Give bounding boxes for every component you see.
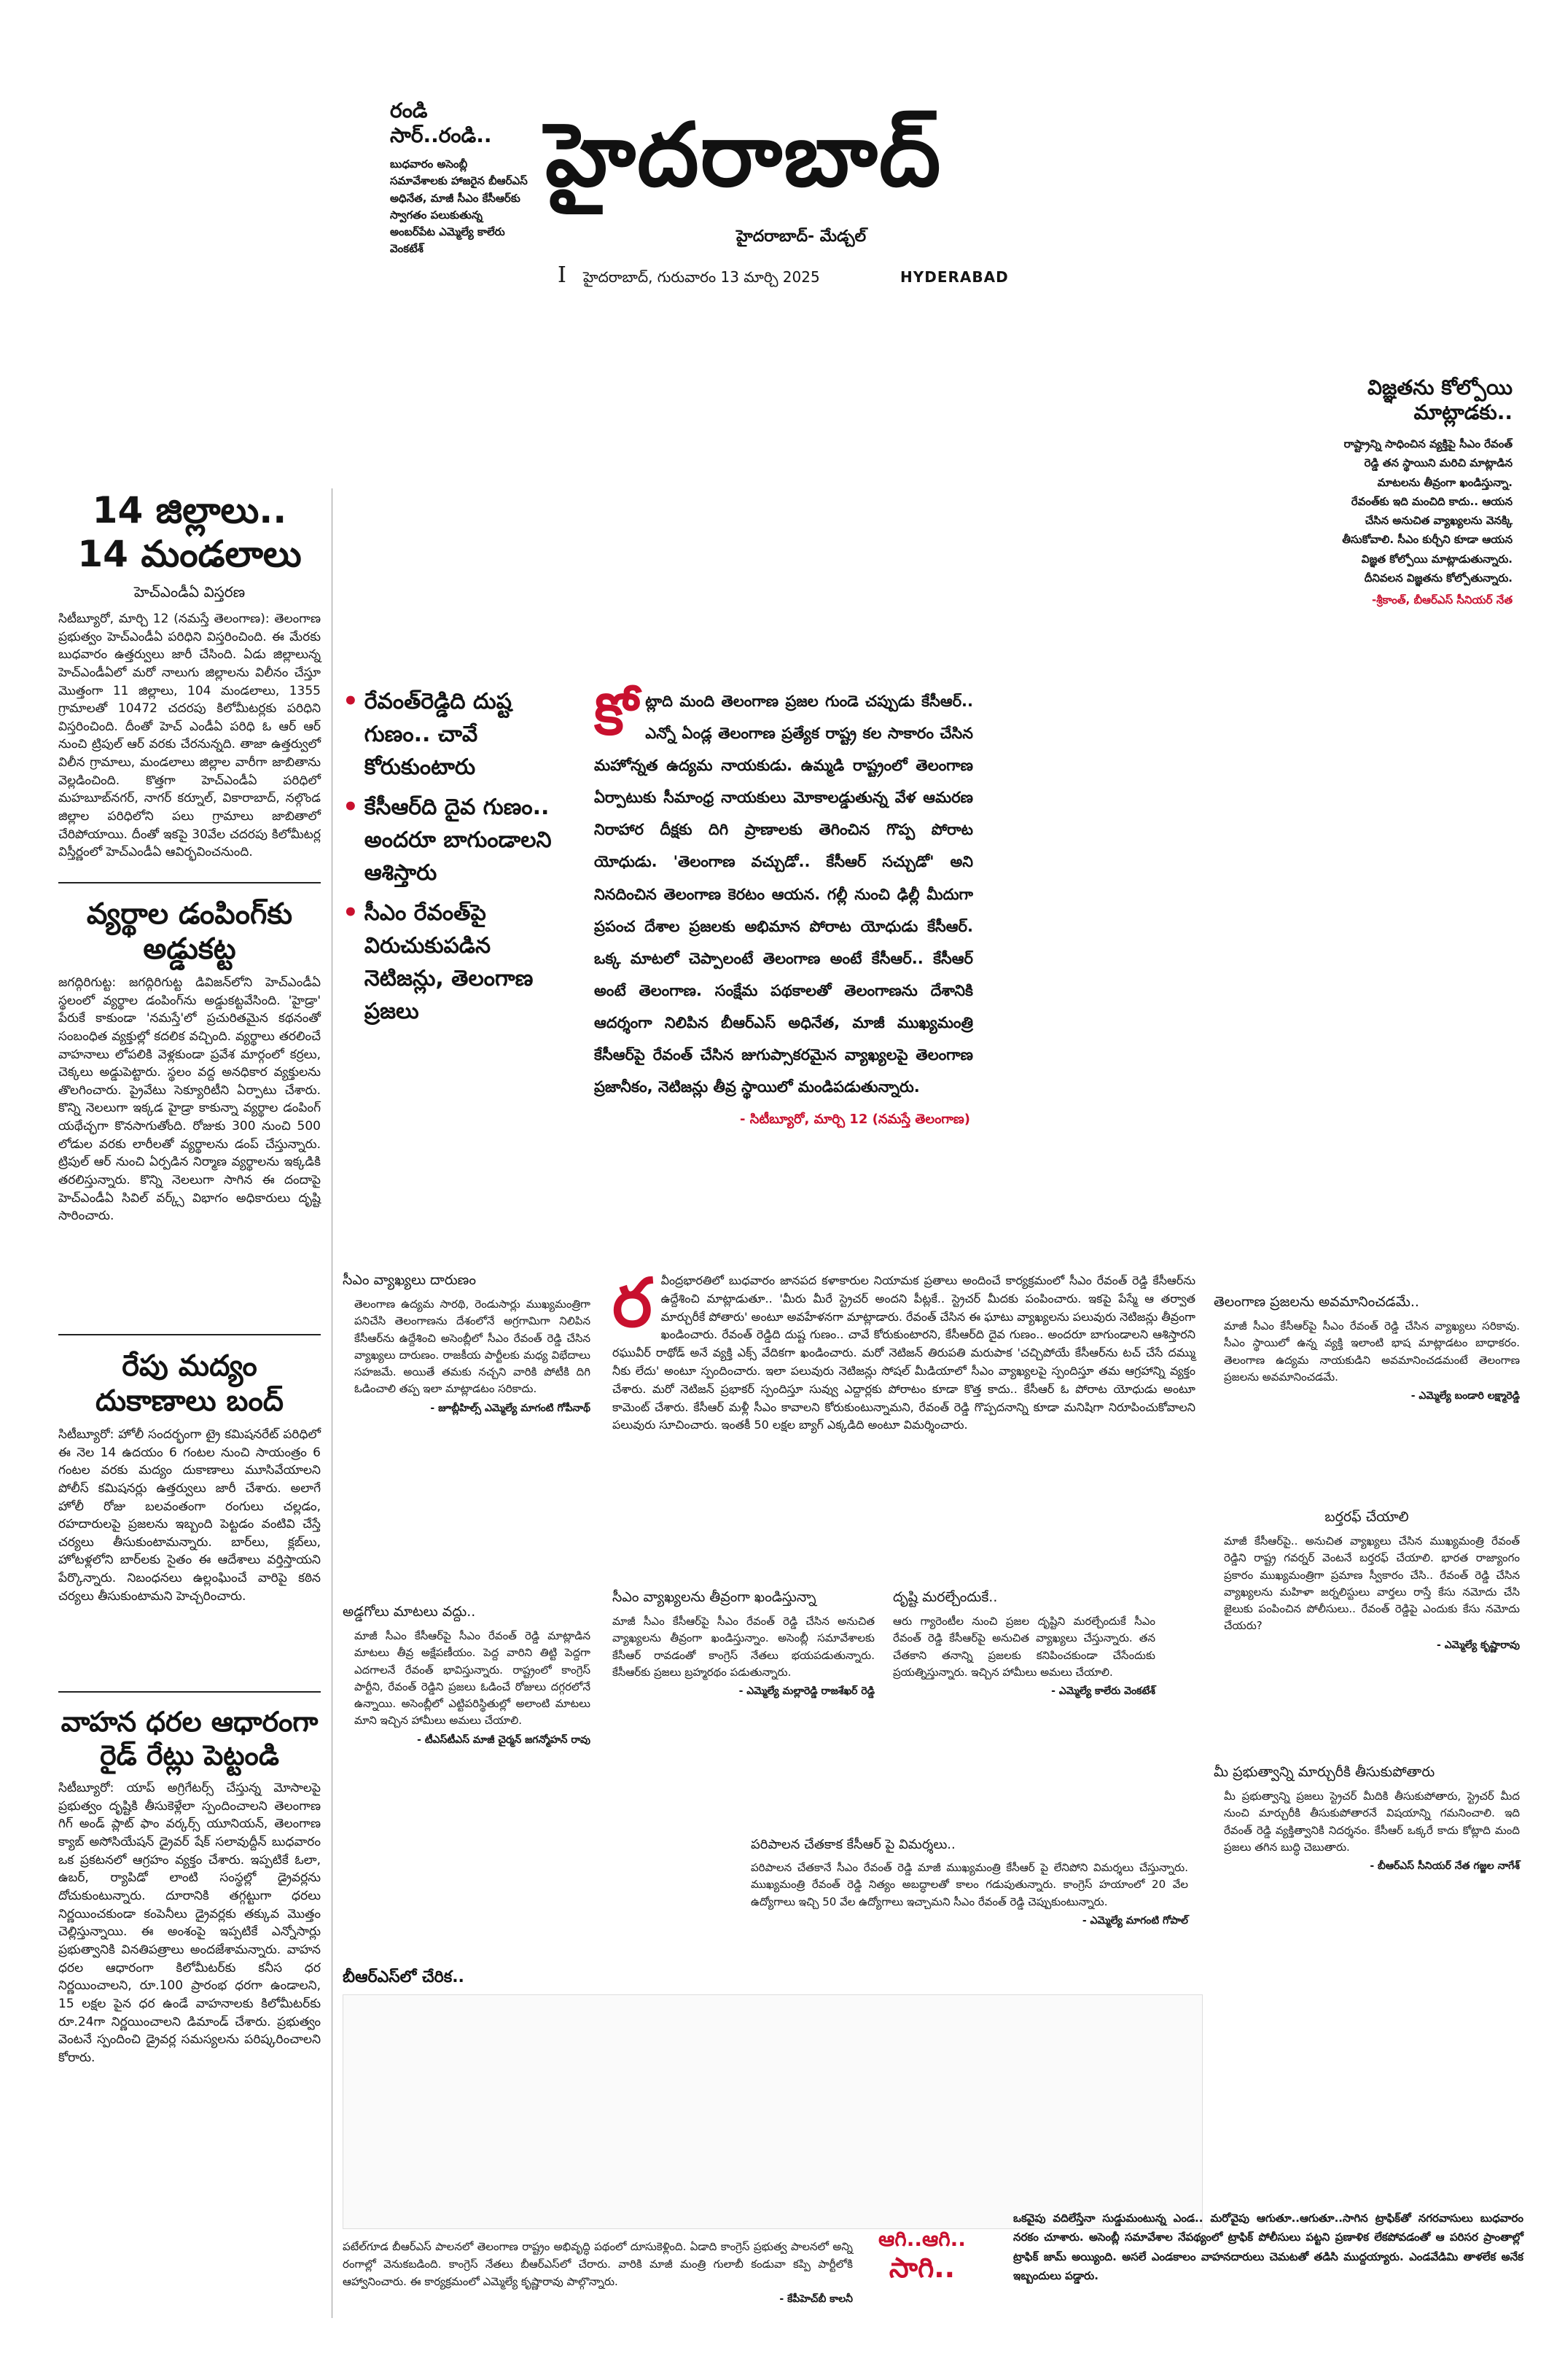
masthead-page-no: I <box>558 262 566 288</box>
quote-box <box>1338 375 1513 609</box>
districts-subtitle: హెచ్ఎండీఏ విస్తరణ <box>133 583 246 601</box>
divider-1 <box>58 882 321 883</box>
liquor-body: సిటీబ్యూరో: హోలీ సందర్భంగా ట్రై కమిషనరేట్ పరిధిలో ఈ నెల 14 ఉదయం 6 గంటల నుంచి సాయంత్రం 6 గంటల వరకు మద్యం దుకాణాలు మూసివేయాలని పోలీస్ కమిషనర్లు ఉత్తర్వులు జారీ చేశారు. అలాగే హోలీ రోజు బలవంతంగా రంగులు చల్లడం, రహదారులపై ప్రజలను ఇబ్బంది పెట్టడం వంటివి చేస్తే చర్యలు తీసుకుంటామన్నారు. బార్‌లు, క్లబ్‌లు, హోటళ్ల‌లోని బార్‌లకు సైతం ఈ ఆదేశాలు వర్తిస్తాయని పేర్కొన్నారు. నిబంధనలు ఉల్లంఘించే వారిపై కఠిన చర్యలు తీసుకుంటామని హెచ్చరించారు. <box>58 1427 321 1604</box>
opinion-byline: - ఎమ్మెల్యే కాలేరు వెంకటేశ్ <box>1051 1685 1155 1697</box>
districts-body: సిటీబ్యూరో, మార్చి 12 (నమస్తే తెలంగాణ): తెలంగాణ ప్రభుత్వం హెచ్ఎండీఏ పరిధిని విస్తరించింది. ఈ మేరకు బుధవారం ఉత్తర్వులు జారీ చేసింది. ఏడు జిల్లాలున్న హెచ్ఎండీఏలో మరో నాలుగు జిల్లాలను విలీనం చేస్తూ మొత్తంగా 11 జిల్లాలు, 104 మండలాలు, 1355 గ్రామాలతో 10472 చదరపు కిలోమీటర్లకు పరిధిని విస్తరించింది. దీంతో హెచ్ ఎండీఏ పరిధి ఓ ఆర్ ఆర్ నుంచి ట్రిపుల్ ఆర్ వరకు చేరనున్నది. తాజా ఉత్తర్వులో విలీన గ్రామాలు, మండలాలు జిల్లాల వారీగా జాబితాను వెల్లడించింది. కొత్తగా హెచ్ఎండీఏ పరిధిలో మహబూబ్‌నగర్, నాగర్ కర్నూల్, వికారాబాద్, నల్గొండ జిల్లాల పరిధిలోని పలు గ్రామాలు జాబితాలో చేరిపోయాయి. దీంతో ఇకపై 30వేల చదరపు కిలోమీటర్ల విస్తీర్ణంలో హెచ్ఎండీఏ ఆవిర్భవించనుంది. <box>58 612 321 860</box>
promises-heading: పరిపాలన చేతకాక కేసీఆర్ పై విమర్శలు.. <box>751 1837 956 1852</box>
opinion-byline: - జూబ్లీహిల్స్ ఎమ్మెల్యే మాగంటి గోపీనాథ్ <box>430 1402 590 1414</box>
quote-body: రాష్ట్రాన్ని సాధించిన వ్యక్తిపై సీఎం రేవంత్ రెడ్డి తన స్థాయిని మరిచి మాట్లాడిన మాటలను తీవ్రంగా ఖండిస్తున్నా. రేవంత్‌కు ఇది మంచిది కాదు.. ఆయన చేసిన అనుచిత వ్యాఖ్యలను వెనక్కి తీసుకోవాలి. సీఎం కుర్చీని కూడా ఆయన విజ్ఞత కోల్పోయి మాట్లాడుతున్నారు. దీనివలన విజ్ఞతను కోల్పోతున్నారు. <box>1342 437 1513 585</box>
opinion-3 <box>612 1589 875 1699</box>
footer-tag-line2: సాగి.. <box>889 2251 956 2284</box>
opinion-body: మాజీ కేసీఆర్‌పై.. అనుచిత వ్యాఖ్యలు చేసిన ముఖ్యమంత్రి రేవంత్ రెడ్డిని రాష్ట్ర గవర్నర్ వెంటనే బర్తరఫ్ చేయాలి. భారత రాజ్యాంగం ప్రకారం ముఖ్యమంత్రిగా ప్రమాణ స్వీకారం చేసి.. రేవంత్ రెడ్డి చేసిన వ్యాఖ్యలను మహిళా జర్నలిస్టులు వార్తలు రాస్తే కేసు నమోదు చేసి జైలుకు పంపించిన పోలీసులు.. రేవంత్ రెడ్డిపై ఎందుకు కేసు నమోదు చేయరు? <box>1224 1534 1520 1633</box>
masthead-title: హైదరాబాద్ <box>545 104 943 206</box>
brs-join-photo <box>343 1994 1203 2229</box>
masthead-kicker <box>390 98 528 258</box>
opinion-byline: - ఎమ్మెల్యే బండారి లక్ష్మారెడ్డి <box>1410 1390 1520 1402</box>
brs-join-heading: బీఆర్‌ఎస్‌లో చేరిక.. <box>343 1968 464 1986</box>
vehicles-title-2: అడ్డుకట్ట <box>143 932 236 966</box>
footer-tag-line1: ఆగి..ఆగి.. <box>878 2227 966 2251</box>
ride-body: సిటీబ్యూరో: యాప్ అగ్రిగేటర్స్ చేస్తున్న మోసాలపై ప్రభుత్వం దృష్టికి తీసుకెళ్లేలా స్పందించాలని తెలంగాణ గిగ్ అండ్ ప్లాట్ ఫాం వర్కర్స్ యూనియన్, తెలంగాణ క్యాబ్ అసోసియేషన్ డ్రైవర్ షేక్ సలావుద్దీన్ బుధవారం ఒక ప్రకటనలో ఆగ్రహం వ్యక్తం చేశారు. ఇప్పటికే ఓలా, ఉబర్, ర్యాపిడో లాంటి సంస్థల్లో డ్రైవర్లను దోచుకుంటున్నారు. దూరానికి తగ్గట్టుగా ధరలు నిర్ణయించకుండా కంపెనీలు డ్రైవర్లకు తక్కువ మొత్తం చెల్లిస్తున్నాయి. ఈ అంశంపై ఇప్పటికే ఎన్నోసార్లు ప్రభుత్వానికి వినతిపత్రాలు అందజేశామన్నారు. వాహన ధరల ఆధారంగా కిలోమీటర్‌కు కనీస ధర నిర్ణయించాలని, రూ.100 ప్రారంభ ధరగా ఉండాలని, 15 లక్షల పైన ధర ఉండే వాహనాలకు కిలోమీటర్‌కు రూ.24గా నిర్ణయించాలని డిమాండ్ చేశారు. ప్రభుత్వం వెంటనే స్పందించి డ్రైవర్ల సమస్యలను పరిష్కరించాలని కోరారు. <box>58 1781 321 2065</box>
opinion-byline: - ఎమ్మెల్యే మల్లారెడ్డి రాజశేఖర్ రెడ్డి <box>738 1685 875 1697</box>
lead-dateline: - సిటీబ్యూరో, మార్చి 12 (నమస్తే తెలంగాణ) <box>740 1112 970 1128</box>
opinion-heading: మీ ప్రభుత్వాన్ని మార్చురీకి తీసుకుపోతారు <box>1214 1764 1435 1780</box>
opinion-4 <box>893 1589 1155 1699</box>
quote-heading-2: మాట్లాడకు.. <box>1413 399 1513 424</box>
promises-body: పరిపాలన చేతకానే సీఎం రేవంత్ రెడ్డి మాజీ ముఖ్యమంత్రి కేసీఆర్ పై లేనిపోని విమర్శలు చేస్తున్నారు. ముఖ్యమంత్రి రేవంత్ రెడ్డి నిత్యం అబద్ధాలతో కాలం గడుపుతున్నారు. కాంగ్రెస్ హయాంలో 20 వేల ఉద్యోగాలు ఇచ్చి 50 వేల ఉద్యోగాలు ఇచ్చామని సీఎం రేవంత్ రెడ్డి చెప్పుకుంటున్నారు. <box>751 1861 1188 1908</box>
opinion-heading: సీఎం వ్యాఖ్యలు దారుణం <box>343 1272 476 1288</box>
opinion-5 <box>1214 1294 1520 1404</box>
opinion-7 <box>1214 1764 1520 1874</box>
quote-heading-1: విజ్ఞతను కోల్పోయి <box>1367 375 1513 399</box>
lead-dropcap: కో <box>594 682 639 748</box>
liquor-title-2: దుకాణాలు బంద్ <box>95 1384 284 1418</box>
center-body: వీంద్రభారతిలో బుధవారం జానపద కళాకారుల నియామక ప్రతాలు అందించే కార్యక్రమంలో సీఎం రేవంత్ రెడ్డి కేసీఆర్‌ను ఉద్దేశించి మాట్లాడుతూ.. 'మీరు మీరే స్ట్రెచర్ అందని పీట్లకే.. స్ట్రెచర్ మీదకు పంపించారు. ఇకపై పేస్మే ఆ తర్వాత మార్చురీకే పోతారు' అంటూ అవహేళనగా మాట్లాడారు. రేవంత్ చేసిన ఈ ఘాటు వ్యాఖ్యలను పలువురు నెటిజన్లు తీవ్రంగా ఖండించారు. రేవంత్ రెడ్డిది దుష్ట గుణం.. చావే కోరుకుంటారని, కేసీఆర్‌ది దైవ గుణం.. అందరూ బాగుండాలని ఆశిస్తారని రఘువీర్ రాథోడ్ అనే వ్యక్తి ఎక్స్ వేదికగా ఖండించారు. మరో నెటిజన్ తిరుపతి మరుపాక 'చచ్చిపోయే కేసీఆర్‌ను టచ్ చేసే దమ్ము నీకు లేదు' అంటూ స్పందించారు. ఇలా పలువురు నెటిజన్లు సోషల్ మీడియాలో సీఎం వ్యాఖ్యలపై స్పందిస్తూ తమ ఆగ్రహాన్ని వ్యక్తం చేశారు. మరో నెటిజన్ ప్రభాకర్ స్పందిస్తూ సువ్వు ఎద్దార్లకు పోరాటం కూడా కొత్త కాదు.. కేసీఆర్ ఓ పోరాట యోధుడు అంటూ కామెంట్ చేశారు. కేసీఆర్ మళ్లీ సీఎం కావాలని కోరుకుంటున్నామని, రేవంత్ రెడ్డి గొప్పదనాన్ని కూడా మనిషిగా నిరూపించుకోవాలని పలువురు సూచించారు. ఇంతకీ 50 లక్షల బ్యాగ్ ఎక్కడిది అంటూ విమర్శించారు. <box>612 1273 1195 1432</box>
article-districts <box>58 488 321 862</box>
districts-title-2: 14 మండలాలు <box>77 533 302 575</box>
masthead-dateline: హైదరాబాద్, గురువారం 13 మార్చి 2025 <box>583 268 820 286</box>
opinion-byline: - బీఆర్‌ఎస్ సీనియర్ నేత గజ్జల నాగేశ్ <box>1370 1860 1520 1872</box>
masthead-edition: HYDERABAD <box>900 268 1009 286</box>
footer-story: ఒకవైపు వదిలేస్తేనా సుడ్డుమంటున్న ఎండ.. మరోవైపు ఆగుతూ..ఆగుతూ..సాగిన ట్రాఫిక్‌తో నగరవాసులు బుధవారం నరకం చూశారు. అసెంబ్లీ సమావేశాల నేపథ్యంలో ట్రాఫిక్ పోలీసులు పట్టని ప్రణాళిక లేకపోవడంతో ఆ పరిసర ప్రాంతాల్లో ట్రాఫిక్ జామ్ అయ్యింది. అసలే ఎండకాలం వాహనదారులు చెమటతో తడిసి ముద్దయ్యారు. ఎండవేడిమి తాళలేక అనేక ఇబ్బందులు పడ్డారు. <box>1013 2212 1523 2282</box>
bullet-text: రేవంత్‌రెడ్డిది దుష్ట గుణం.. చావే కోరుకుంటారు <box>364 689 512 780</box>
opinion-body: తెలంగాణ ఉద్యమ సారథి, రెండుసార్లు ముఖ్యమంత్రిగా పనిచేసి తెలంగాణను దేశంలోనే అగ్రగామిగా నిలిపిన కేసీఆర్‌ను ఉద్దేశించి అసెంబ్లీలో సీఎం రేవంత్ రెడ్డి చేసిన వ్యాఖ్యలు దారుణం. రాజకీయ పార్టీలకు మధ్య విభేదాలు సహజమే. అయితే తమకు నచ్చని వారికి పోటీకి దిగి ఓడించాలి తప్ప ఇలా మాట్లాడటం సరికాదు. <box>354 1298 590 1396</box>
bullet-dot-icon: • <box>343 792 359 822</box>
article-ride <box>58 1706 321 2067</box>
center-story <box>612 1264 1195 1435</box>
bullet-item <box>343 685 561 784</box>
brs-join-byline: - కేపీహెచ్‌బీ కాలనీ <box>779 2293 853 2306</box>
bullet-item <box>343 897 561 1028</box>
brs-join-body: పటేల్‌గూడ బీఆర్‌ఎస్ పాలనలో తెలంగాణ రాష్ట్రం అభివృద్ధి పథంలో దూసుకెళ్లింది. ఏడాది కాంగ్రెస్ ప్రభుత్వ పాలనలో అన్ని రంగాల్లో వెనుకబడింది. కాంగ్రెస్ నేతలు బీఆర్ఎస్‌లో చేరారు. వారికి మాజీ మంత్రి గులాబీ కండువా కప్పి పార్టీలోకి ఆహ్వానించారు. ఈ కార్యక్రమంలో ఎమ్మెల్యే కృష్ణారావు పాల్గొన్నారు. <box>343 2240 853 2289</box>
opinion-body: మీ ప్రభుత్వాన్ని ప్రజలు స్ట్రెచర్ మీదికి తీసుకుపోతారు, స్ట్రెచర్ మీద నుంచి మార్చురీకి తీసుకుపోతారనే విషయాన్ని గమనించాలి. ఇది రేవంత్ రెడ్డి వ్యక్తిత్వానికి నిదర్శనం. కేసీఆర్ ఒక్కరే కాదు కోట్లాది మంది ప్రజలు తగిన బుద్ధి చెబుతారు. <box>1224 1790 1520 1854</box>
ride-title-1: వాహన ధరల ఆధారంగా <box>61 1706 319 1738</box>
opinion-body: మాజీ సీఎం కేసీఆర్‌పై సీఎం రేవంత్ రెడ్డి మాట్లాడిన మాటలు తీవ్ర అక్షేపణీయం. పెద్ద వారిని తిట్టి పెద్దగా ఎదగాలనే రేవంత్ భావిస్తున్నారు. రాష్ట్రంలో కాంగ్రెస్ పార్టీని, రేవంత్ రెడ్డిని ప్రజలు ఓడించే రోజులు దగ్గరలోనే ఉన్నాయి. అసెంబ్లీలో ఎట్టిపరిస్థితుల్లో అలాంటి మాటలు మాని ఇచ్చిన హామీలు అమలు చేయాలి. <box>354 1629 590 1728</box>
opinion-heading: తెలంగాణ ప్రజలను అవమానించడమే.. <box>1214 1294 1419 1310</box>
promises-story <box>751 1837 1188 1929</box>
opinion-heading: సీఎం వ్యాఖ్యలను తీవ్రంగా ఖండిస్తున్నా <box>612 1589 816 1605</box>
districts-title-1: 14 జిల్లాలు.. <box>92 489 287 531</box>
kicker-line-1: రండి <box>390 98 428 122</box>
article-liquor <box>58 1349 321 1605</box>
divider-3 <box>58 1691 321 1693</box>
center-dropcap: ర <box>612 1264 652 1342</box>
opinion-heading: బర్తరఫ్ చేయాలి <box>1324 1509 1409 1525</box>
liquor-title-1: రేపు మద్యం <box>122 1349 257 1383</box>
lead-body: ట్లాది మంది తెలంగాణ ప్రజల గుండె చప్పుడు కేసీఆర్.. ఎన్నో ఏండ్ల తెలంగాణ ప్రత్యేక రాష్ట్ర కల సాకారం చేసిన మహోన్నత ఉద్యమ నాయకుడు. ఉమ్మడి రాష్ట్రంలో తెలంగాణ ఏర్పాటుకు సీమాంధ్ర నాయకులు మోకాలడ్డుతున్న వేళ ఆమరణ నిరాహార దీక్షకు దిగి ప్రాణాలకు తెగించిన గొప్ప పోరాట యోధుడు. 'తెలంగాణ వచ్చుడో.. కేసీఆర్ సచ్చుడో' అని నినదించిన తెలంగాణ కెరటం ఆయన. గల్లీ నుంచి ఢిల్లీ మీదుగా ప్రపంచ దేశాల ప్రజలకు అభిమాన పోరాట యోధుడు కేసీఆర్. ఒక్క మాటలో చెప్పాలంటే తెలంగాణ అంటే కేసీఆర్.. కేసీఆర్ అంటే తెలంగాణ. సంక్షేమ పథకాలతో తెలంగాణను దేశానికి ఆదర్శంగా నిలిపిన బీఆర్ఎస్ అధినేత, మాజీ ముఖ్యమంత్రి కేసీఆర్‌పై రేవంత్ చేసిన జుగుప్సాకరమైన వ్యాఖ్యలపై తెలంగాణ ప్రజానీకం, నెటిజన్లు తీవ్ర స్థాయిలో మండిపడుతున్నారు. <box>594 692 973 1096</box>
bullet-text: కేసీఆర్‌ది దైవ గుణం.. అందరూ బాగుండాలని ఆశిస్తారు <box>364 795 552 886</box>
opinion-body: మాజీ సీఎం కేసీఆర్‌పై సీఎం రేవంత్ రెడ్డి చేసిన అనుచిత వ్యాఖ్యలను తీవ్రంగా ఖండిస్తున్నాం. అసెంబ్లీ సమావేశాలకు కేసీఆర్ రావడంతో కాంగ్రెస్ నేతలు భయపడుతున్నారు. కేసీఆర్‌కు ప్రజలు బ్రహ్మరథం పడుతున్నారు. <box>612 1615 875 1679</box>
opinion-heading: దృష్టి మరల్చేందుకే.. <box>893 1589 998 1605</box>
kicker-line-2: సార్..రండి.. <box>390 122 492 147</box>
opinion-heading: అడ్డగోలు మాటలు వద్దు.. <box>343 1604 476 1620</box>
opinion-byline: - టీఎస్‌టీఎస్ మాజీ చైర్మన్ జగన్మోహన్ రావు <box>417 1733 590 1746</box>
masthead-subtitle: హైదరాబాద్- మేడ్చల్ <box>736 227 867 246</box>
opinion-body: ఆరు గ్యారెంటీల నుంచి ప్రజల దృష్టిని మరల్చేందుకే సీఎం రేవంత్ రెడ్డి కేసీఆర్‌పై అనుచిత వ్యాఖ్యలు చేస్తున్నారు. తన చేతకాని తనాన్ని ప్రజలకు కనిపించకుండా చేసేందుకు ప్రయత్నిస్తున్నారు. ఇచ్చిన హామీలు అమలు చేయాలి. <box>893 1615 1155 1679</box>
opinion-6 <box>1214 1509 1520 1653</box>
footer-tag <box>878 2227 966 2285</box>
bullet-dot-icon: • <box>343 898 359 927</box>
opinion-byline: - ఎమ్మెల్యే కృష్ణారావు <box>1437 1639 1520 1651</box>
headline-bullets <box>343 685 561 1035</box>
bullet-text: సీఎం రేవంత్‌పై విరుచుకుపడిన నెటిజన్లు, తెలంగాణ ప్రజలు <box>364 900 534 1024</box>
lead-story <box>594 682 973 1130</box>
kicker-body: బుధవారం అసెంబ్లీ సమావేశాలకు హాజరైన బీఆర్‌ఎస్‌ అధినేత, మాజీ సీఎం కేసీఆర్‌కు స్వాగతం పలుకుతున్న అంబర్‌పేట ఎమ్మెల్యే కాలేరు వెంకటేశ్‌ <box>390 157 528 256</box>
vehicles-body: జగద్గిరిగుట్ట: జగద్గిరిగుట్ట డివిజన్‌లోని హెచ్ఎండీఏ స్థలంలో వ్యర్థాల డంపింగ్‌ను అడ్డుకట్టవేసింది. 'హైడ్రా' పేరుకే కాకుండా 'నమస్తే'లో ప్రచురితమైన కథనంతో సంబంధిత వ్యక్తుల్లో కదలిక వచ్చింది. వ్యర్థాలు తరలించే వాహనాలు లోపలికి వెళ్లకుండా ప్రవేశ మార్గంలో కర్రలు, చెక్కలు అడ్డుపెట్టారు. స్థలం వద్ద అనధికార వ్యక్తులను తొలగించారు. ప్రైవేటు సెక్యూరిటీని ఏర్పాటు చేశారు. కొన్ని నెలలుగా ఇక్కడ హైడ్రా కాకున్నా వ్యర్థాల డంపింగ్ యథేచ్ఛగా కొనసాగుతోంది. రోజుకు 300 నుంచి 500 లోడుల వరకు లారీలతో వ్యర్థాలను డంప్ చేస్తున్నారు. ట్రిపుల్ ఆర్ నుంచి ఏర్పడిన నిర్మాణ వ్యర్థాలను ఇక్కడికి తరలిస్తున్నారు. కొన్ని నెలలుగా సాగిన ఈ దందాపై హెచ్ఎండీఏ సివిల్ వర్క్స్ విభాగం అధికారులు దృష్టి సారించారు. <box>58 975 321 1224</box>
opinion-body: మాజీ సీఎం కేసీఆర్‌పై సీఎం రేవంత్ రెడ్డి చేసిన వ్యాఖ్యలు సరికావు. సీఎం స్థాయిలో ఉన్న వ్యక్తి ఇలాంటి భాష మాట్లాడటం బాధాకరం. తెలంగాణ ఉద్యమ నాయకుడిని అవమానించడమంటే తెలంగాణ ప్రజలను అవమానించడమే. <box>1224 1319 1520 1384</box>
divider-2 <box>58 1334 321 1335</box>
opinion-1 <box>343 1272 590 1416</box>
article-vehicles <box>58 897 321 1225</box>
bullet-dot-icon: • <box>343 687 359 716</box>
vehicles-title-1: వ్యర్థాల డంపింగ్‌కు <box>86 897 293 931</box>
bullet-item <box>343 791 561 889</box>
quote-byline: -శ్రీకాంత్, బీఆర్ఎస్ సీనియర్ నేత <box>1371 593 1513 607</box>
ride-title-2: రైడ్ రేట్లు పెట్టండి <box>100 1739 279 1771</box>
opinion-2 <box>343 1604 590 1748</box>
promises-byline: - ఎమ్మెల్యే మాగంటి గోపాల్ <box>1082 1914 1188 1927</box>
